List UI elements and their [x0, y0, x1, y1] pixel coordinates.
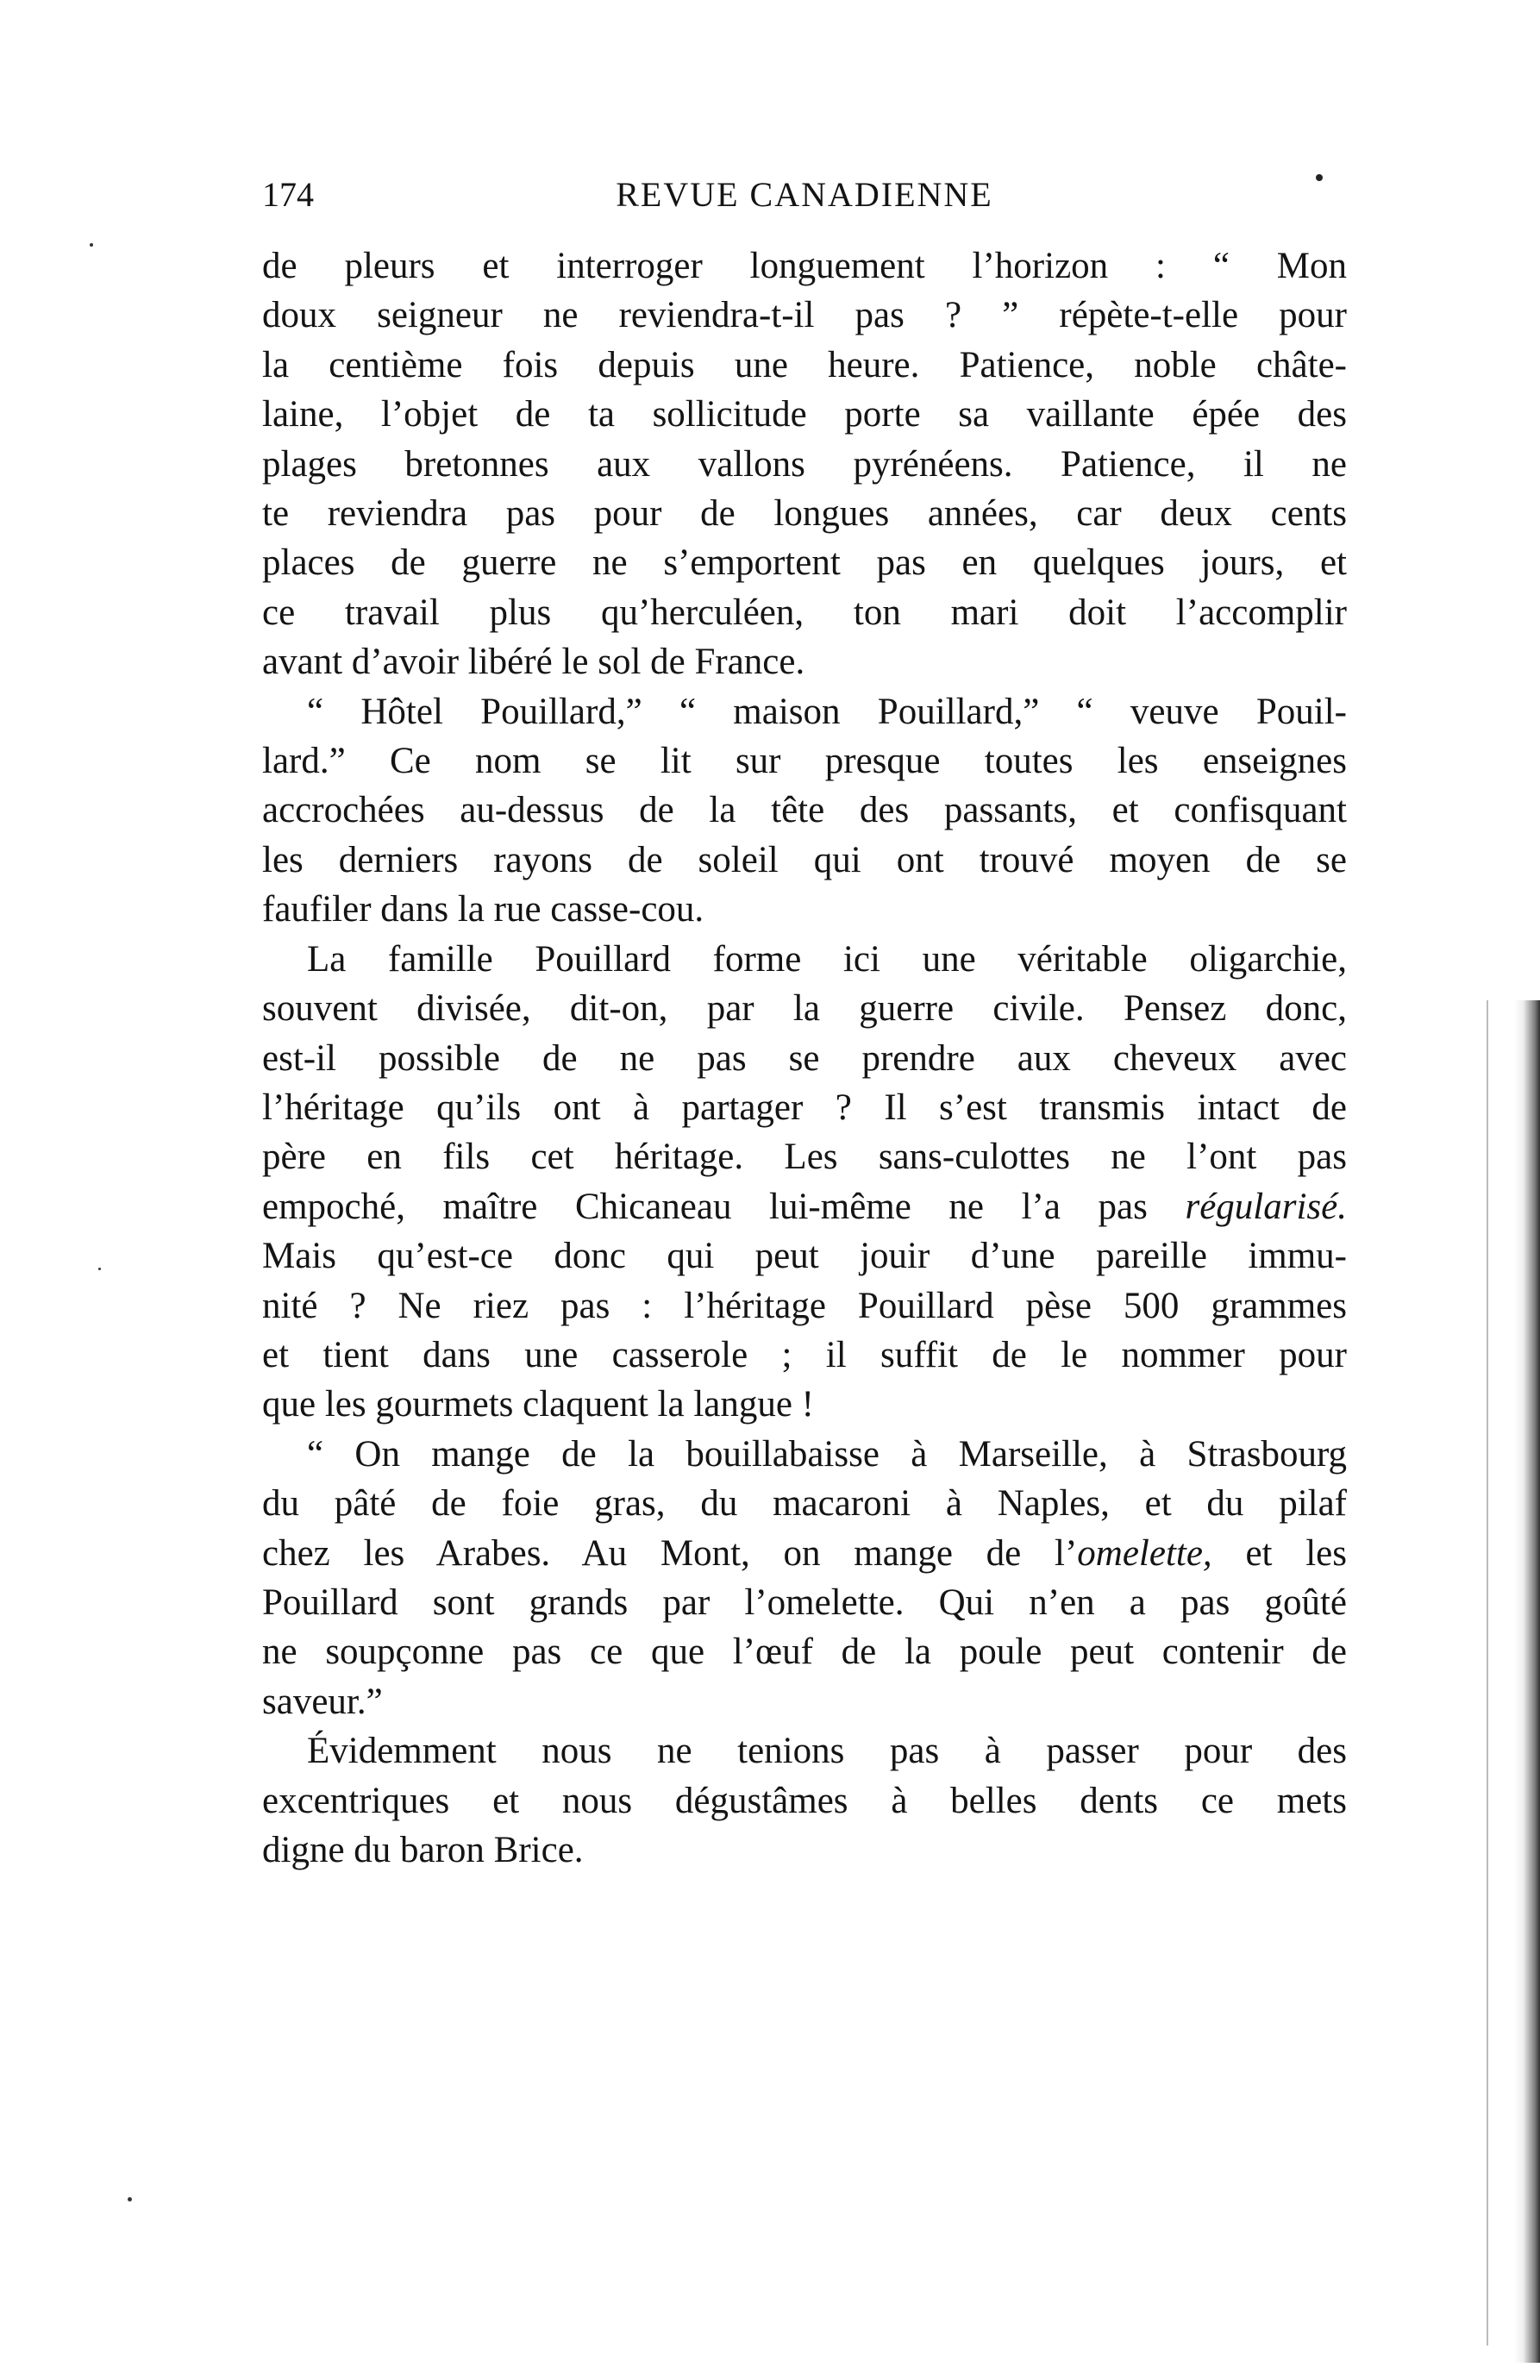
text-line: ne soupçonne pas ce que l’œuf de la poule peut contenir de — [262, 1632, 1347, 1673]
text-run: et les — [1211, 1532, 1347, 1574]
text-line: souvent divisée, dit-on, par la guerre civile. Pensez donc, — [262, 988, 1347, 1030]
ink-speck — [98, 1268, 101, 1270]
text-line: avant d’avoir libéré le sol de France. — [262, 642, 805, 683]
text-line: accrochées au-dessus de la tête des passants, et confisquant — [262, 790, 1347, 831]
text-line: les derniers rayons de soleil qui ont trouvé moyen de se — [262, 839, 1347, 880]
text-line: doux seigneur ne reviendra-t-il pas ? ” répète-t-elle pour — [262, 295, 1347, 336]
text-line: Évidemment nous ne tenions pas à passer pour des — [307, 1731, 1347, 1772]
body-text — [262, 241, 1347, 1875]
text-line-with-italic — [262, 1182, 1347, 1231]
text-line-with-italic — [262, 1529, 1347, 1578]
text-line: l’héritage qu’ils ont à partager ? Il s’est transmis intact de — [262, 1087, 1347, 1128]
text-line: faufiler dans la rue casse-cou. — [262, 889, 704, 930]
text-run: chez les Arabes. Au Mont, on mange de l’ — [262, 1532, 1078, 1574]
page-number: 174 — [262, 175, 314, 214]
running-head: REVUE CANADIENNE — [616, 175, 993, 214]
text-line: “ Hôtel Pouillard,” “ maison Pouillard,” “ veuve Pouil- — [307, 691, 1347, 732]
text-line: te reviendra pas pour de longues années, car deux cents — [262, 493, 1347, 535]
text-line: ce travail plus qu’herculéen, ton mari doit l’accomplir — [262, 592, 1347, 633]
text-line: et tient dans une casserole ; il suffit de le nommer pour — [262, 1334, 1347, 1375]
paragraph-5 — [262, 1726, 1347, 1875]
text-line: la centième fois depuis une heure. Patience, noble châte- — [262, 344, 1347, 385]
text-line: est-il possible de ne pas se prendre aux cheveux avec — [262, 1037, 1347, 1079]
text-line: que les gourmets claquent la langue ! — [262, 1384, 815, 1425]
text-line: “ On mange de la bouillabaisse à Marseille, à Strasbourg — [307, 1433, 1347, 1475]
text-line: du pâté de foie gras, du macaroni à Naples, et du pilaf — [262, 1483, 1347, 1525]
text-line: Pouillard sont grands par l’omelette. Qui n’en a pas goûté — [262, 1581, 1347, 1623]
page-edge-shadow — [1514, 1000, 1540, 2363]
paragraph-4 — [262, 1430, 1347, 1726]
page-edge-line — [1487, 1000, 1488, 2346]
text-line: excentriques et nous dégustâmes à belles dents ce mets — [262, 1780, 1347, 1821]
ink-speck — [1316, 174, 1323, 181]
text-line: places de guerre ne s’emportent pas en quelques jours, et — [262, 542, 1347, 584]
paragraph-2 — [262, 687, 1347, 935]
text-run: empoché, maître Chicaneau lui-même ne l’a pas — [262, 1186, 1186, 1227]
ink-speck — [90, 243, 93, 247]
italic-word: régularisé. — [1185, 1186, 1347, 1227]
ink-speck — [128, 2197, 132, 2202]
text-line: père en fils cet héritage. Les sans-culottes ne l’ont pas — [262, 1137, 1347, 1178]
paragraph-3 — [262, 935, 1347, 1430]
paragraph-1 — [262, 241, 1347, 687]
page-header — [262, 169, 1347, 221]
text-line: de pleurs et interroger longuement l’horizon : “ Mon — [262, 246, 1347, 286]
text-line: saveur.” — [262, 1681, 383, 1722]
text-line: La famille Pouillard forme ici une véritable oligarchie, — [307, 938, 1347, 980]
italic-word: omelette, — [1077, 1532, 1212, 1574]
text-line: plages bretonnes aux vallons pyrénéens. Patience, il ne — [262, 443, 1347, 485]
text-line: digne du baron Brice. — [262, 1830, 584, 1870]
text-line: nité ? Ne riez pas : l’héritage Pouillard pèse 500 grammes — [262, 1285, 1347, 1326]
text-line: Mais qu’est-ce donc qui peut jouir d’une pareille immu- — [262, 1236, 1347, 1277]
text-line: lard.” Ce nom se lit sur presque toutes les enseignes — [262, 741, 1347, 782]
text-line: laine, l’objet de ta sollicitude porte sa vaillante épée des — [262, 394, 1347, 435]
